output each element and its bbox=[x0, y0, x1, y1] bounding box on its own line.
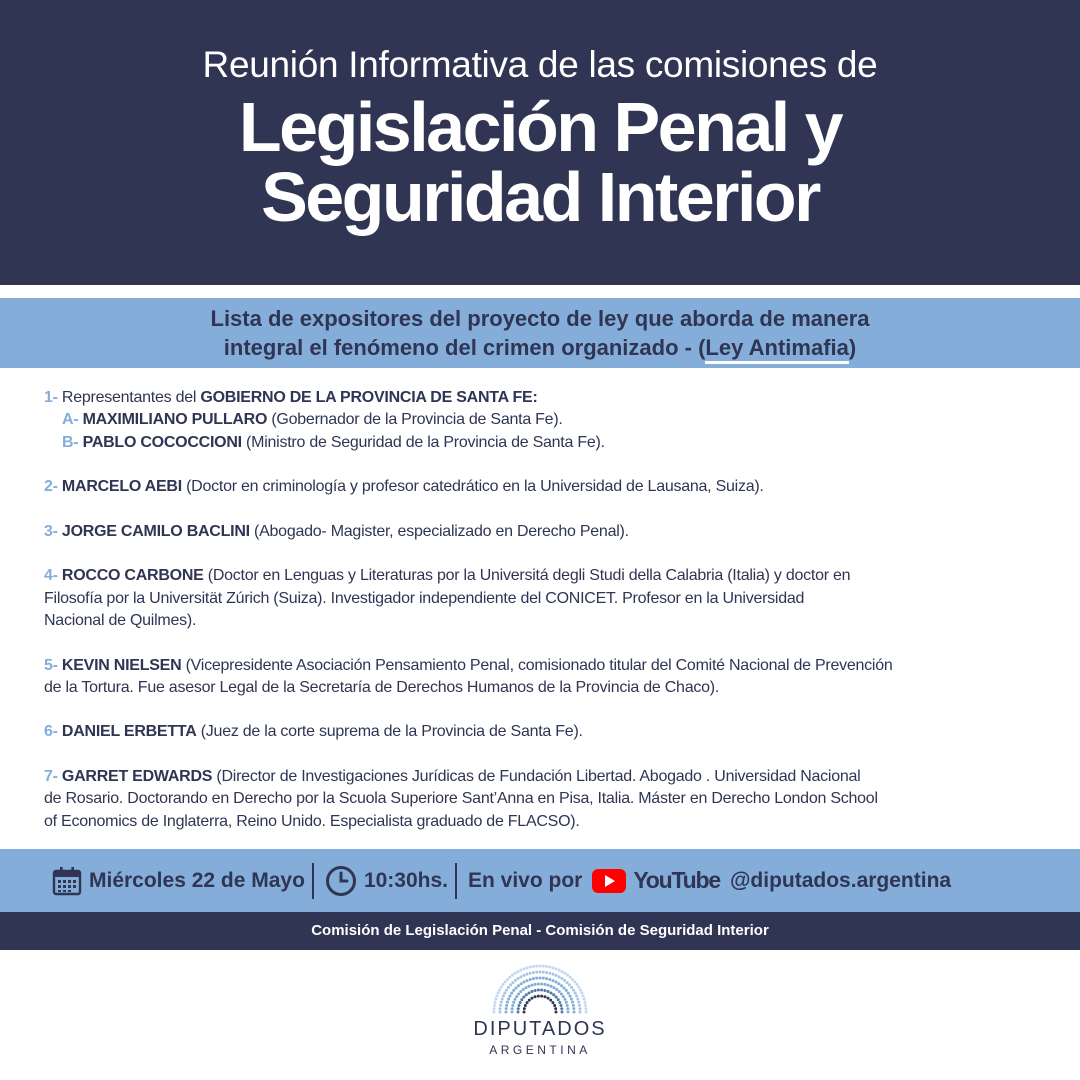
speaker-number: 3- bbox=[44, 522, 58, 540]
speaker-description: (Juez de la corte suprema de la Provincia de Santa Fe). bbox=[196, 723, 583, 741]
youtube-wordmark[interactable]: YouTube bbox=[633, 867, 720, 893]
speaker-sub-number: B- bbox=[62, 433, 79, 451]
chamber-logo-icon bbox=[490, 962, 590, 1016]
speaker-name: MARCELO AEBI bbox=[57, 478, 182, 496]
speaker-number: 2- bbox=[44, 478, 58, 496]
subtitle-band bbox=[0, 298, 1080, 368]
speaker-number: 4- bbox=[44, 567, 58, 585]
speaker-description-line: de Rosario. Doctorando en Derecho por la Scuola Superiore Sant’Anna en Pisa, Italia. Máster en Derecho London School bbox=[44, 790, 878, 808]
speaker-name: KEVIN NIELSEN bbox=[57, 656, 182, 674]
speaker-description: (Doctor en criminología y profesor catedrático en la Universidad de Lausana, Suiza). bbox=[181, 478, 764, 496]
speaker-description-line: Filosofía por la Universität Zúrich (Suiza). Investigador independiente del CONICET. Profesor en la Universidad bbox=[44, 589, 805, 607]
youtube-handle[interactable]: @diputados.argentina bbox=[729, 868, 952, 892]
speaker-item-3 bbox=[44, 521, 1044, 543]
header-title-line1: Legislación Penal y bbox=[238, 88, 842, 166]
header-title-line2: Seguridad Interior bbox=[261, 158, 819, 236]
ley-antimafia-link[interactable]: Ley Antimafia bbox=[705, 335, 848, 364]
header-banner bbox=[0, 0, 1080, 285]
speaker-name: JORGE CAMILO BACLINI bbox=[57, 522, 250, 540]
speaker-item-1 bbox=[44, 387, 1044, 454]
subtitle-line2 bbox=[0, 333, 1080, 362]
speaker-number: 5- bbox=[44, 656, 58, 674]
speaker-name: GOBIERNO DE LA PROVINCIA DE SANTA FE: bbox=[200, 389, 538, 406]
logo-country: ARGENTINA bbox=[489, 1043, 591, 1057]
speaker-description-line: de la Tortura. Fue asesor Legal de la Secretaría de Derechos Humanos de la Provincia de Chaco). bbox=[44, 678, 720, 696]
divider bbox=[312, 863, 314, 899]
speaker-description-line: of Economics de Inglaterra, Reino Unido. Especialista graduado de FLACSO). bbox=[44, 812, 580, 830]
speaker-item-4 bbox=[44, 565, 1044, 632]
speaker-name: GARRET EDWARDS bbox=[57, 768, 213, 786]
speaker-subitem-a bbox=[44, 409, 1044, 431]
speaker-description: (Vicepresidente Asociación Pensamiento Penal, comisionado titular del Comité Nacional de Prevención bbox=[181, 656, 893, 674]
subtitle-line2-prefix: integral el fenómeno del crimen organizado - ( bbox=[223, 335, 706, 360]
speaker-number: 1- bbox=[44, 389, 58, 406]
speaker-description: (Ministro de Seguridad de la Provincia de Santa Fe). bbox=[241, 433, 605, 451]
speaker-sub-number: A- bbox=[62, 411, 79, 429]
speaker-name: MAXIMILIANO PULLARO bbox=[78, 411, 268, 429]
event-info-band bbox=[0, 849, 1080, 912]
speaker-description: (Doctor en Lenguas y Literaturas por la Universitá degli Studi della Calabria (Italia) y doctor en bbox=[203, 567, 851, 585]
speaker-description-line: Nacional de Quilmes). bbox=[44, 611, 197, 629]
speakers-list bbox=[44, 387, 1044, 855]
commissions-label: Comisión de Legislación Penal - Comisión de Seguridad Interior bbox=[311, 922, 769, 939]
youtube-play-icon[interactable] bbox=[592, 869, 626, 893]
speaker-name: PABLO COCOCCIONI bbox=[78, 433, 242, 451]
speaker-item-5 bbox=[44, 655, 1044, 700]
speaker-name: ROCCO CARBONE bbox=[57, 567, 204, 585]
logo-name: DIPUTADOS bbox=[473, 1018, 607, 1040]
diputados-logo bbox=[0, 962, 1080, 1057]
clock-icon bbox=[325, 865, 357, 897]
speaker-item-2 bbox=[44, 476, 1044, 498]
speaker-number: 7- bbox=[44, 768, 58, 786]
event-time: 10:30hs. bbox=[363, 868, 448, 892]
speaker-name: DANIEL ERBETTA bbox=[57, 723, 197, 741]
subtitle-line1: Lista de expositores del proyecto de ley que aborda de manera bbox=[210, 306, 870, 331]
calendar-icon bbox=[52, 866, 82, 896]
header-pretitle: Reunión Informativa de las comisiones de bbox=[202, 44, 878, 85]
speaker-description: (Gobernador de la Provincia de Santa Fe). bbox=[267, 411, 563, 429]
speaker-subitem-b bbox=[44, 432, 1044, 454]
speaker-item-6 bbox=[44, 721, 1044, 743]
speaker-description: (Abogado- Magister, especializado en Derecho Penal). bbox=[249, 522, 629, 540]
event-date: Miércoles 22 de Mayo bbox=[89, 868, 305, 892]
event-live-label: En vivo por bbox=[468, 868, 583, 892]
header-title bbox=[0, 88, 1080, 236]
divider bbox=[455, 863, 457, 899]
footer-band bbox=[0, 912, 1080, 950]
speaker-item-7 bbox=[44, 766, 1044, 833]
speaker-number: 6- bbox=[44, 723, 58, 741]
speaker-description: (Director de Investigaciones Jurídicas de Fundación Libertad. Abogado . Universidad Nacional bbox=[212, 768, 861, 786]
subtitle-line2-suffix: ) bbox=[848, 335, 857, 360]
speaker-intro: Representantes del bbox=[57, 389, 201, 406]
